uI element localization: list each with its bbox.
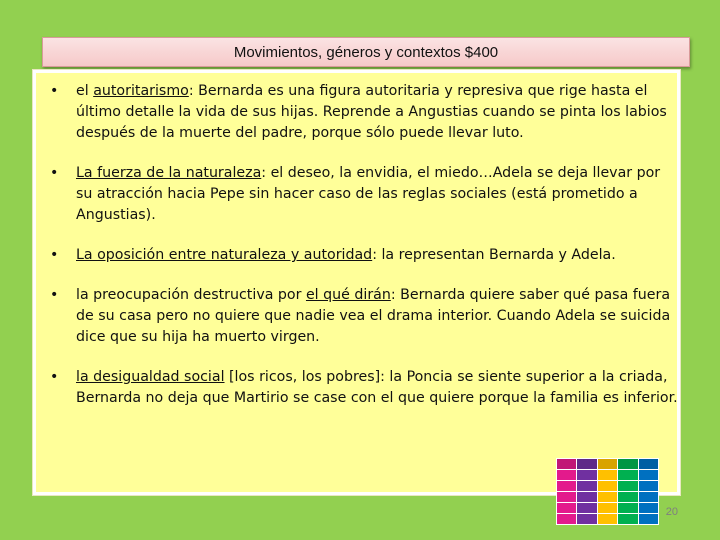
board-cell [618, 503, 637, 513]
board-header-cell [639, 459, 658, 469]
board-cell [598, 514, 617, 524]
bullet-marker: • [50, 165, 59, 181]
board-cell [577, 481, 596, 491]
bullet-text: : la representan Bernarda y Adela. [372, 247, 616, 263]
bullet-marker: • [50, 287, 59, 303]
bullet-item-oposicion [50, 245, 680, 266]
board-cell [598, 503, 617, 513]
bullet-text: [los ricos, los pobres]: la Poncia se siente superior a la criada, Bernarda no deja que Martirio se case con el que quiere porque la familia es inferior. [76, 369, 678, 406]
board-cell [618, 481, 637, 491]
board-cell [598, 470, 617, 480]
board-cell [639, 503, 658, 513]
bullet-text: : Bernarda es una figura autoritaria y represiva que rige hasta el último detalle la vida de sus hijas. Reprende a Angustias cuando se pinta los labios después de la muerte del padre, porque sólo puede llevar luto. [76, 83, 667, 141]
bullet-item-autoritarismo [50, 81, 680, 144]
page-number: 20 [665, 506, 678, 518]
bullet-underlined-term: La fuerza de la naturaleza [76, 165, 262, 181]
bullet-text: : el deseo, la envidia, el miedo…Adela se deja llevar por su atracción hacia Pepe sin hacer caso de las reglas sociales (está prometido a Angustias). [76, 165, 661, 223]
bullet-underlined-term: el qué dirán [305, 287, 391, 303]
board-header-cell [557, 459, 576, 469]
board-cell [598, 481, 617, 491]
board-cell [557, 481, 576, 491]
board-cell [639, 492, 658, 502]
board-header-cell [577, 459, 596, 469]
game-board-thumbnail[interactable] [556, 458, 659, 525]
bullet-item-naturaleza [50, 163, 680, 226]
bullet-list [50, 81, 680, 428]
board-cell [557, 503, 576, 513]
board-header-cell [618, 459, 637, 469]
bullet-underlined-term: La oposición entre naturaleza y autoridad [76, 247, 373, 263]
bullet-item-que-diran [50, 285, 680, 348]
board-cell [618, 470, 637, 480]
board-cell [618, 514, 637, 524]
board-cell [557, 514, 576, 524]
bullet-text: la preocupación destructiva por [76, 287, 306, 303]
bullet-text: : Bernarda quiere saber qué pasa fuera de su casa pero no quiere que nadie vea el drama interior. Cuando Adela se suicida dice que su hija ha muerto virgen. [76, 287, 671, 345]
board-cell [598, 492, 617, 502]
board-cell [557, 492, 576, 502]
content-box [33, 70, 680, 495]
bullet-marker: • [50, 369, 59, 385]
board-cell [557, 470, 576, 480]
board-header-cell [598, 459, 617, 469]
board-cell [639, 514, 658, 524]
board-cell [639, 481, 658, 491]
board-cell [577, 470, 596, 480]
bullet-marker: • [50, 247, 59, 263]
bullet-underlined-term: la desigualdad social [76, 369, 225, 385]
bullet-text: el [76, 83, 94, 99]
slide-title: Movimientos, géneros y contextos $400 [233, 43, 499, 61]
slide-title-bar [42, 37, 690, 67]
board-cell [577, 514, 596, 524]
board-cell [577, 492, 596, 502]
bullet-marker: • [50, 83, 59, 99]
bullet-underlined-term: autoritarismo [93, 83, 189, 99]
board-cell [618, 492, 637, 502]
bullet-item-desigualdad [50, 367, 680, 409]
board-cell [639, 470, 658, 480]
board-cell [577, 503, 596, 513]
